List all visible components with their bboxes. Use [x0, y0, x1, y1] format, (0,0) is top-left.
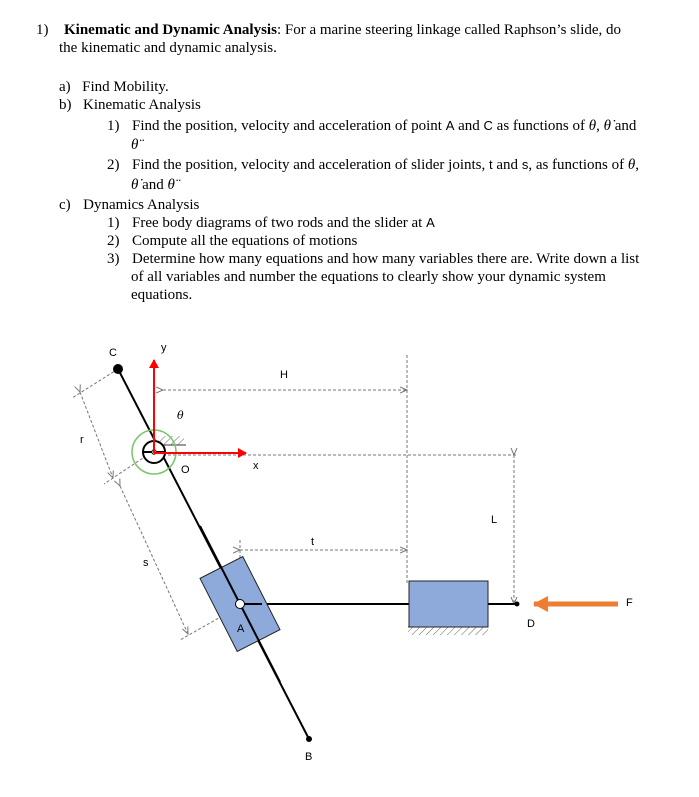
item-c3-text-2: of all variables and number the equations to clearly show your dynamic system — [131, 269, 606, 285]
ground-slider-block — [409, 581, 488, 627]
item-b2-text-b: , as functions of — [528, 157, 628, 173]
item-a-label: a) — [59, 79, 71, 95]
theta-ddot-symbol-2: θ̈ — [167, 177, 175, 193]
label-r: r — [80, 434, 84, 446]
theta-ddot-symbol: θ̈ — [131, 137, 139, 153]
theta-symbol: θ — [588, 118, 597, 134]
label-L: L — [491, 514, 498, 526]
item-b2-label: 2) — [107, 157, 120, 173]
point-B — [306, 736, 312, 742]
item-b2-and: and — [492, 157, 522, 173]
item-c-text: Dynamics Analysis — [83, 197, 200, 213]
item-c2-label: 2) — [107, 233, 120, 249]
label-t: t — [311, 536, 315, 548]
label-s: s — [143, 557, 149, 569]
problem-intro: : For a marine steering linkage called Raphson’s slide, do — [276, 22, 622, 38]
joint-A — [236, 600, 245, 609]
problem-number: 1) — [36, 22, 49, 38]
item-b1-comma: , — [596, 118, 604, 134]
label-theta: θ — [177, 409, 184, 422]
item-b2-comma: , — [635, 157, 640, 173]
point-C-ref: C — [483, 118, 493, 133]
problem-title: Kinematic and Dynamic Analysis — [64, 22, 277, 38]
item-c1-label: 1) — [107, 215, 120, 231]
item-b1-and: and — [454, 118, 484, 134]
item-b2-text: Find the position, velocity and acceleration of slider joints, — [132, 157, 490, 173]
point-A-ref: A — [445, 118, 455, 133]
label-F: F — [626, 597, 633, 609]
slider-t-ref: t — [489, 157, 493, 172]
item-c1-text: Free body diagrams of two rods and the slider at — [132, 215, 427, 231]
point-A-ref-2: A — [426, 215, 435, 230]
slider-s-ref: s — [521, 157, 529, 172]
theta-symbol-2: θ — [627, 157, 636, 173]
dim-r-line — [80, 392, 113, 478]
dim-r-extension-top — [72, 369, 118, 398]
label-C: C — [109, 347, 117, 359]
point-D — [515, 602, 520, 607]
theta-dot-symbol-2: θ̇ — [131, 177, 139, 193]
theta-dot-symbol: θ̇ — [603, 118, 611, 134]
problem-intro-line2: the kinematic and dynamic analysis. — [59, 40, 277, 56]
item-c3-label: 3) — [107, 251, 120, 267]
item-c-label: c) — [59, 197, 71, 213]
point-C — [113, 364, 123, 374]
item-b1-and2: and — [611, 118, 637, 134]
label-H: H — [280, 369, 288, 381]
item-c3-text-1: Determine how many equations and how many variables there are. Write down a list — [132, 251, 640, 267]
item-b1-text: Find the position, velocity and acceleration of point — [132, 118, 446, 134]
dim-s-line — [120, 486, 188, 634]
item-a-text: Find Mobility. — [82, 79, 169, 95]
item-c3-text-3: equations. — [131, 287, 193, 303]
item-b-text: Kinematic Analysis — [83, 97, 201, 113]
item-b-label: b) — [59, 97, 72, 113]
slider-ground-hatch — [408, 627, 488, 635]
label-x: x — [253, 460, 259, 472]
item-b1-label: 1) — [107, 118, 120, 134]
label-O: O — [181, 464, 190, 476]
label-y: y — [161, 342, 167, 354]
label-D: D — [527, 618, 535, 630]
label-B: B — [305, 751, 313, 763]
item-b1-text-b: as functions of — [492, 118, 589, 134]
label-A: A — [237, 623, 245, 635]
item-c2-text: Compute all the equations of motions — [132, 233, 358, 249]
item-b2-and2: and — [138, 177, 168, 193]
